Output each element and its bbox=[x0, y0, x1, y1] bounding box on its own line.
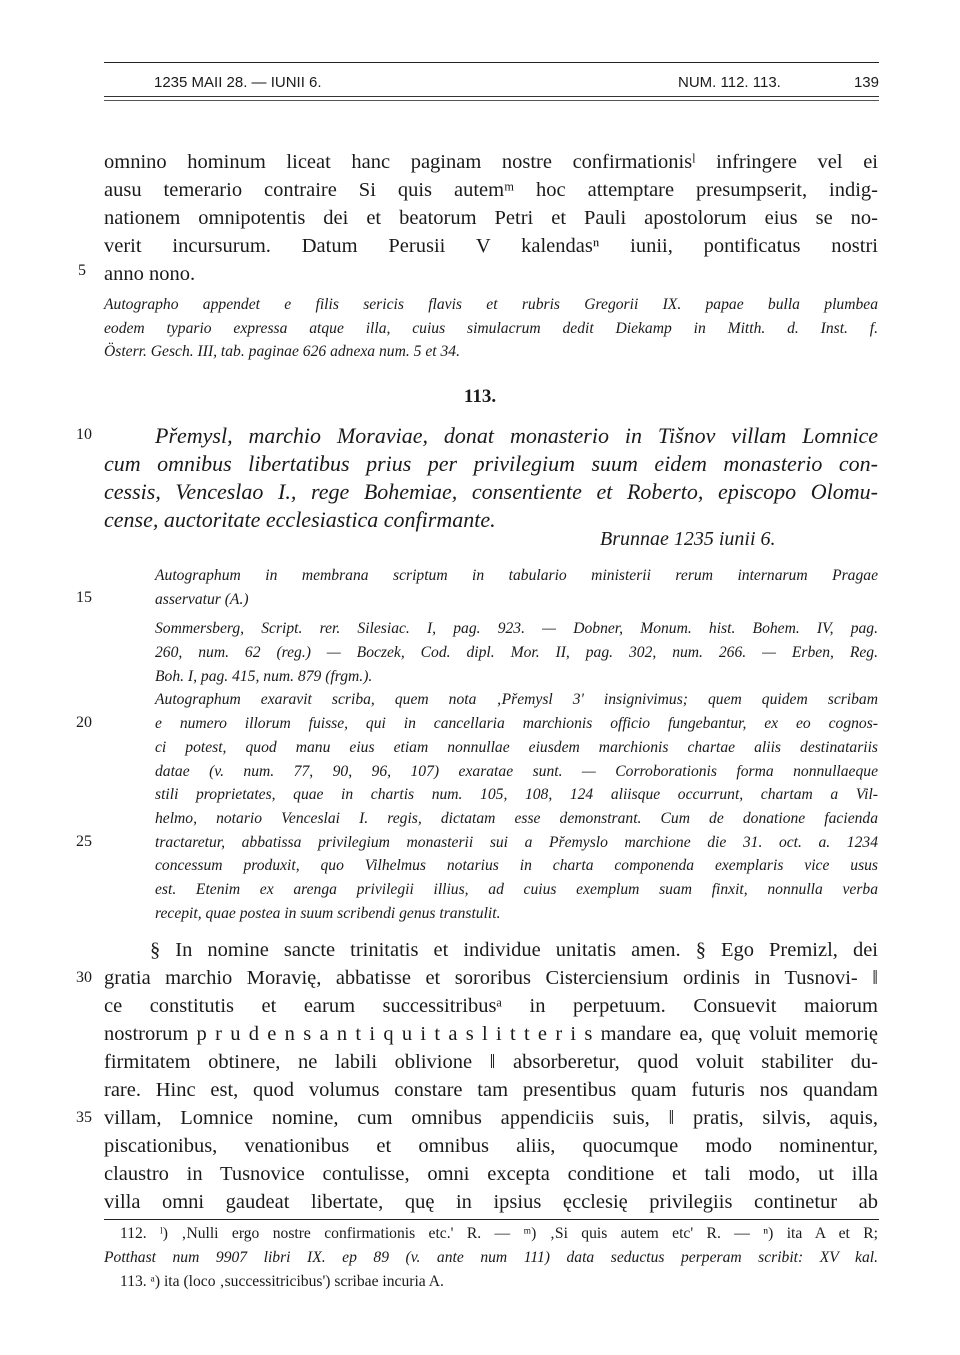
apparatus-line: Autographum in membrana scriptum in tabulario ministerii rerum internarum Pragae bbox=[155, 567, 878, 584]
regest-line: cense, auctoritate ecclesiastica confirmante. bbox=[104, 507, 496, 532]
charter-line: piscationibus, venationibus et omnibus aliis, quocumque modo nominentur, bbox=[104, 1135, 878, 1157]
apparatus-line: e numero illorum fuisse, qui in cancellaria marchionis officio fungebantur, ex eo cognos- bbox=[155, 715, 878, 733]
footnote-line: 113. ᵃ) ita (loco ‚successitricibus') scribae incuria A. bbox=[120, 1273, 444, 1290]
regest-line: Přemysl, marchio Moraviae, donat monasterio in Tišnov villam Lomnice bbox=[155, 423, 878, 448]
footnotes bbox=[104, 1222, 878, 1294]
line-number: 15 bbox=[76, 589, 92, 606]
note-112 bbox=[104, 293, 878, 364]
charter-line: villa omni gaudeat libertate, quę in ipsius ęcclesię privilegiis continetur ab bbox=[104, 1191, 878, 1213]
line-number: 25 bbox=[76, 833, 92, 850]
header-rule-top bbox=[104, 62, 879, 63]
apparatus-line: Sommersberg, Script. rer. Silesiac. I, pag. 923. — Dobner, Monum. hist. Bohem. IV, pag. bbox=[155, 620, 878, 638]
apparatus-line: est. Etenim ex arenga privilegii illius, ad cuius exemplum suam finxit, nonnulla verba bbox=[155, 880, 878, 898]
footnote-line: Potthast num 9907 libri IX. ep 89 (v. ante num 111) data seductus perperam scribit: XV kal. bbox=[104, 1249, 878, 1266]
header-rule-bottom-thin bbox=[104, 100, 879, 101]
apparatus-line: datae (v. num. 77, 90, 96, 107) exaratae sunt. — Corroborationis forma nonnullaeque bbox=[155, 762, 878, 780]
apparatus-line: Boh. I, pag. 415, num. 879 (frgm.). bbox=[155, 667, 373, 685]
apparatus bbox=[155, 564, 878, 925]
apparatus-line: Autographum exaravit scriba, quem nota ‚Přemysl 3' insignivimus; quem quidem scribam bbox=[155, 691, 878, 709]
running-header bbox=[104, 74, 879, 96]
regest-line: cum omnibus libertatibus prius per privilegium suum eidem monasterio con- bbox=[104, 451, 878, 476]
note-line: Österr. Gesch. III, tab. paginae 626 adnexa num. 5 et 34. bbox=[104, 343, 460, 361]
text-line: omnino hominum liceat hanc paginam nostre confirmationisˡ infringere vel ei bbox=[104, 151, 878, 173]
apparatus-line: tractaretur, abbatissa privilegium monasterii sui a Přemyslo marchione die 31. oct. a. 1234 bbox=[155, 833, 878, 851]
charter-line: claustro in Tusnovice contulisse, omni excepta conditione et tali modo, ut illa bbox=[104, 1163, 878, 1185]
charter-line: gratia marchio Moravię, abbatisse et sororibus Cisterciensium ordinis in Tusnovi- ‖ bbox=[104, 967, 878, 989]
line-number: 10 bbox=[76, 426, 92, 443]
apparatus-line: asservatur (A.) bbox=[155, 590, 249, 608]
header-document-numbers: NUM. 112. 113. bbox=[678, 74, 781, 91]
regest-line: cessis, Venceslao I., rege Bohemiae, consentiente et Roberto, episcopo Olomu- bbox=[104, 479, 878, 504]
line-number: 35 bbox=[76, 1109, 92, 1126]
note-line: Autographo appendet e filis sericis flavis et rubris Gregorii IX. papae bulla plumbea bbox=[104, 296, 878, 313]
note-line: eodem typario expressa atque illa, cuius simulacrum dedit Diekamp in Mitth. d. Inst. f. bbox=[104, 319, 878, 337]
regest bbox=[104, 450, 878, 534]
regest-first-line bbox=[155, 422, 878, 450]
header-date-range: 1235 MAII 28. — IUNII 6. bbox=[154, 74, 322, 91]
footnote-line: 112. ˡ) ‚Nulli ergo nostre confirmationis etc.' R. — ᵐ) ‚Si quis autem etc' R. — ⁿ) ita A et R; bbox=[120, 1225, 878, 1242]
charter-text bbox=[104, 964, 878, 1216]
page-number: 139 bbox=[853, 74, 879, 91]
charter-line: firmitatem obtinere, ne labili oblivione ‖ absorberetur, quod voluit stabiliter du- bbox=[104, 1051, 878, 1073]
charter-line: villam, Lomnice nomine, cum omnibus appendiciis suis, ‖ pratis, silvis, aquis, bbox=[104, 1107, 878, 1129]
text-line: verit incursurum. Datum Perusii V kalendasⁿ iunii, pontificatus nostri bbox=[104, 235, 878, 257]
text-line: nationem omnipotentis dei et beatorum Petri et Pauli apostolorum eius se no- bbox=[104, 207, 878, 229]
charter-line: nostrorum p r u d e n s a n t i q u i t a s l i t t e r i s mandare ea, quę voluit memorię bbox=[104, 1023, 878, 1045]
apparatus-line: ci potest, quod manu eius etiam nonnullae eiusdem marchionis chartae aliis destinatariis bbox=[155, 738, 878, 756]
apparatus-line: stili proprietates, quae in chartis num. 105, 108, 124 aliisque occurrunt, chartam a Vil- bbox=[155, 786, 878, 804]
footnote-rule bbox=[104, 1219, 879, 1220]
header-rule-bottom bbox=[104, 96, 879, 97]
document-number: 113. bbox=[463, 386, 497, 407]
charter-112-continuation bbox=[104, 148, 878, 288]
text-line: ausu temerario contraire Si quis autemᵐ hoc attemptare presumpserit, indig- bbox=[104, 179, 878, 201]
place-and-date: Brunnae 1235 iunii 6. bbox=[600, 528, 776, 550]
text-line: anno nono. bbox=[104, 263, 196, 285]
charter-line: § In nomine sancte trinitatis et individue unitatis amen. § Ego Premizl, dei bbox=[150, 939, 878, 961]
apparatus-line: concessum produxit, quo Vilhelmus notarius in charta componenda exemplaris vice usus bbox=[155, 857, 878, 875]
line-number: 20 bbox=[76, 714, 92, 731]
charter-line: ce constitutis et earum successitribusᵃ in perpetuum. Consuevit maiorum bbox=[104, 995, 878, 1017]
line-number: 30 bbox=[76, 969, 92, 986]
apparatus-line: helmo, notario Venceslai I. regis, dictatam esse demonstrant. Cum de donatione facienda bbox=[155, 809, 878, 827]
charter-first-line bbox=[150, 936, 878, 964]
apparatus-line: 260, num. 62 (reg.) — Boczek, Cod. dipl. Mor. II, pag. 302, num. 266. — Erben, Reg. bbox=[155, 644, 878, 662]
apparatus-line: recepit, quae postea in suum scribendi genus transtulit. bbox=[155, 904, 501, 922]
line-number: 5 bbox=[78, 262, 86, 279]
charter-line: rare. Hinc est, quod volumus constare tam presentibus quam futuris nos quandam bbox=[104, 1079, 878, 1101]
